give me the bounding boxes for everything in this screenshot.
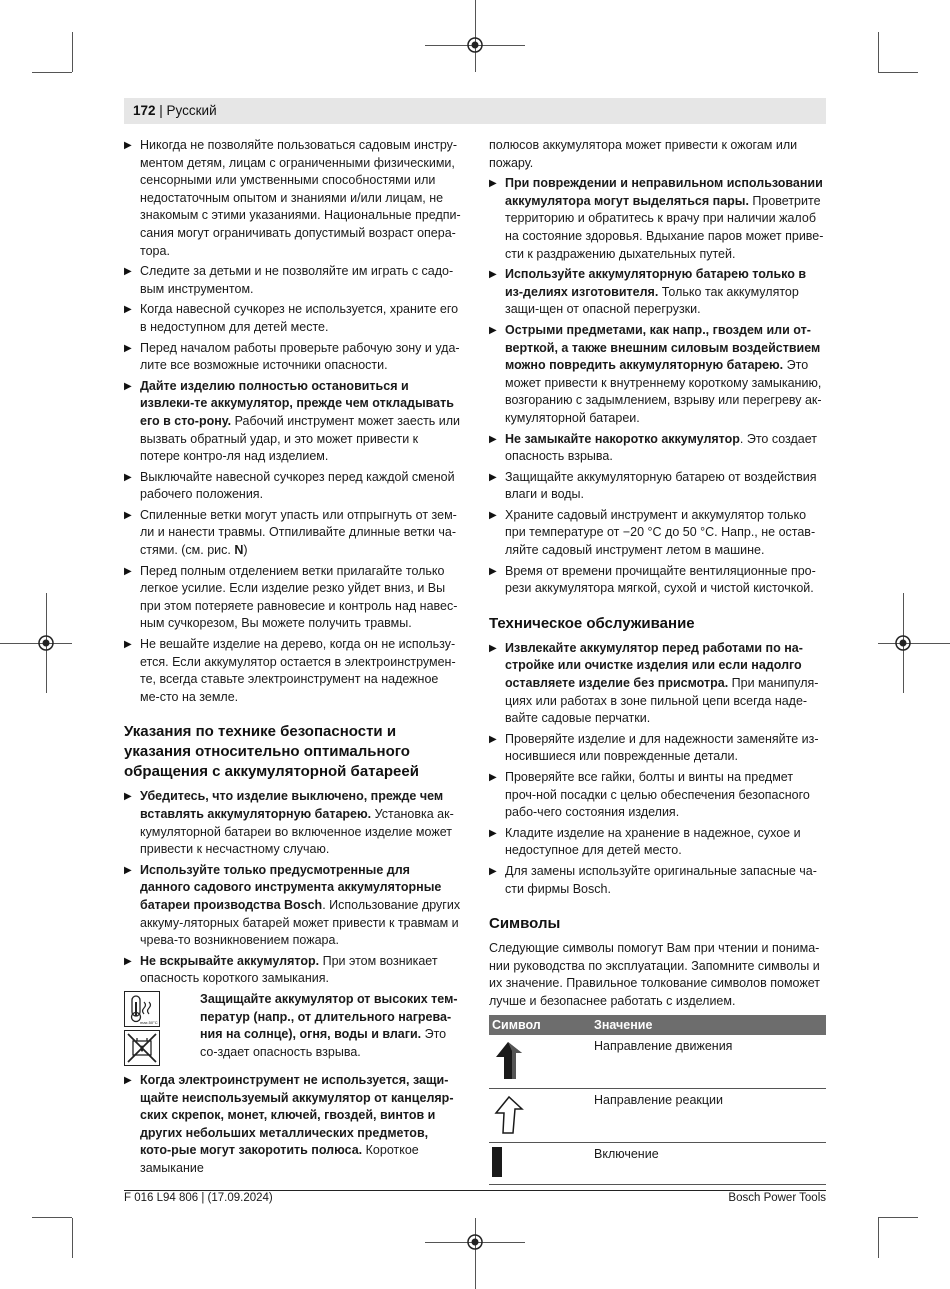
body-text: Защищайте аккумуляторную батарею от воздействия влаги и воды. bbox=[505, 469, 817, 502]
body-text: При этом возникает опасность короткого замыкания. bbox=[140, 953, 438, 986]
registration-mark-icon bbox=[465, 1232, 485, 1252]
header-language: Русский bbox=[166, 103, 217, 118]
body-text: Перед полным отделением ветки прилагайте только легкое усилие. Если изделие резко уйдет вниз, и Вы при этом потеряете равновесие и контроль над навес-ным сучкорезом, Вы можете получить травмы. bbox=[140, 563, 458, 631]
bold-text: Не замыкайте накоротко аккумулятор bbox=[505, 431, 740, 446]
list-item bbox=[124, 301, 461, 336]
bullet-triangle-icon: ▶ bbox=[124, 342, 132, 354]
body-text: . Это создает опасность взрыва. bbox=[505, 431, 818, 464]
max-temp-label: max.50°C bbox=[140, 1019, 158, 1025]
list-item bbox=[489, 175, 826, 263]
body-text: Это может привести к внутреннему короткому замыканию, возгоранию с задымлением, взрыву или перегреву ак-кумуляторной батареи. bbox=[505, 358, 822, 425]
symbols-table bbox=[489, 1015, 826, 1185]
symbol-cell bbox=[489, 1142, 591, 1184]
registration-mark-icon bbox=[465, 35, 485, 55]
crop-mark bbox=[32, 1217, 72, 1218]
crop-mark bbox=[475, 1218, 476, 1289]
list-item bbox=[489, 731, 826, 766]
switch-on-bar-icon bbox=[492, 1147, 506, 1177]
bold-text: Острыми предметами, как напр., гвоздем или от-верткой, а также внешним силовым воздействием можно повредить аккумуляторную батарею. bbox=[505, 322, 821, 373]
bullet-triangle-icon: ▶ bbox=[489, 178, 497, 190]
left-safety-list bbox=[124, 137, 461, 706]
bullet-triangle-icon: ▶ bbox=[124, 140, 132, 151]
footer-brand: Bosch Power Tools bbox=[728, 1192, 826, 1204]
list-item bbox=[489, 563, 826, 598]
maintenance-heading: Техническое обслуживание bbox=[489, 614, 695, 632]
list-item bbox=[489, 769, 826, 822]
list-item bbox=[124, 636, 461, 706]
list-item bbox=[489, 507, 826, 560]
body-text: Только так аккумулятор защи-щен от опасной перегрузки. bbox=[505, 284, 799, 317]
body-text: Следите за детьми и не позволяйте им играть с садо-вым инструментом. bbox=[140, 264, 454, 296]
page-header: 172 | Русский bbox=[133, 103, 217, 118]
symbol-cell bbox=[489, 1088, 591, 1142]
crop-mark bbox=[878, 1218, 879, 1258]
body-text: Проверяйте все гайки, болты и винты на предмет проч-ной посадки с целью обеспечения безопасного рабо-чего состояния изделия. bbox=[505, 770, 810, 820]
body-text: Проверяйте изделие и для надежности заменяйте из-носившиеся или поврежденные детали. bbox=[505, 731, 819, 764]
list-item bbox=[124, 469, 461, 504]
warning-box bbox=[124, 991, 461, 1069]
bullet-triangle-icon: ▶ bbox=[124, 565, 132, 577]
crop-mark bbox=[878, 32, 879, 72]
crop-mark bbox=[878, 72, 918, 73]
bold-text: Когда электроинструмент не используется, защи-щайте неиспользуемый аккумулятор от канцеляр-ских скрепок, монет, ключей, гвоздей, винтов и других небольших металлических предметов, кото-рые могут закоротить полюса. bbox=[140, 1072, 454, 1158]
symbol-meaning: Направление движения bbox=[591, 1035, 826, 1089]
header-bar bbox=[124, 98, 826, 124]
warning-text bbox=[200, 991, 461, 1069]
body-text: Проветрите территорию и обратитесь к врачу при наличии жалоб на состояние здоровья. Вдыхание паров может приве-сти к раздражению дыхательных путей. bbox=[505, 193, 824, 261]
maintenance-list bbox=[489, 640, 826, 898]
bold-text: Защищайте аккумулятор от высоких тем-ператур (напр., от длительного нагрева-ния на солнце), огня, воды и влаги. bbox=[200, 991, 458, 1042]
footer-rule bbox=[124, 1190, 826, 1191]
list-item bbox=[124, 1072, 461, 1178]
list-item bbox=[489, 431, 826, 466]
list-item bbox=[489, 640, 826, 728]
body-text: Храните садовый инструмент и аккумулятор только при температуре от −20 °C до 50 °C. Напр., не остав-ляйте садовый инструмент летом в машине. bbox=[505, 507, 816, 558]
list-item bbox=[124, 263, 461, 298]
bold-text: Извлекайте аккумулятор перед работами по на-стройке или очистке изделия или если надолго оставляете изделие без присмотра. bbox=[505, 640, 803, 691]
continuation-text: полюсов аккумулятора может привести к ожогам или пожару. bbox=[489, 138, 798, 170]
bullet-triangle-icon: ▶ bbox=[124, 864, 132, 876]
list-item bbox=[489, 469, 826, 504]
symbol-meaning: Направление реакции bbox=[591, 1088, 826, 1142]
list-item bbox=[489, 863, 826, 898]
bullet-triangle-icon: ▶ bbox=[489, 733, 497, 745]
body-text: ) bbox=[243, 543, 248, 558]
symbols-col-header: Символ bbox=[489, 1015, 591, 1035]
left-column bbox=[124, 137, 461, 1181]
list-item bbox=[489, 322, 826, 428]
bullet-triangle-icon: ▶ bbox=[124, 639, 132, 651]
heat-warning-icon bbox=[124, 991, 160, 1027]
bullet-triangle-icon: ▶ bbox=[124, 1074, 132, 1086]
bullet-triangle-icon: ▶ bbox=[124, 955, 132, 967]
symbols-heading: Символы bbox=[489, 915, 561, 933]
outline-up-arrow-icon bbox=[492, 1093, 526, 1135]
body-text: Спиленные ветки могут упасть или отпрыгнуть от зем-ли и нанести травмы. Отпиливайте длинные ветки ча-стями. (см. рис. bbox=[140, 507, 457, 558]
list-item bbox=[124, 563, 461, 633]
list-item bbox=[124, 862, 461, 950]
right-column bbox=[489, 137, 826, 1185]
solid-up-arrow-icon bbox=[492, 1039, 526, 1081]
bold-text: Не вскрывайте аккумулятор. bbox=[140, 953, 320, 968]
bold-text: При повреждении и неправильном использовании аккумулятора могут выделяться пары. bbox=[505, 176, 823, 208]
bullet-triangle-icon: ▶ bbox=[124, 509, 132, 521]
bullet-triangle-icon: ▶ bbox=[124, 471, 132, 483]
crop-mark bbox=[72, 32, 73, 72]
table-row bbox=[489, 1142, 826, 1184]
crop-mark bbox=[878, 643, 950, 644]
bullet-triangle-icon: ▶ bbox=[489, 433, 497, 445]
body-text: Никогда не позволяйте пользоваться садовым инстру-ментом детям, лицам с ограниченными физическими, сенсорными или умственными способностями или недостаточным опытом и знаниями и/или лицам, не знакомым с этими указаниями. Национальные предпи-сания могут ограничивать допустимый возраст опера-тора. bbox=[140, 138, 461, 258]
bullet-triangle-icon: ▶ bbox=[489, 269, 497, 281]
crop-mark bbox=[72, 1218, 73, 1258]
bold-text: Используйте только предусмотренные для данного садового инструмента аккумуляторные батареи производства Bosch bbox=[140, 862, 442, 912]
page-number: 172 bbox=[133, 103, 156, 118]
bullet-triangle-icon: ▶ bbox=[489, 642, 497, 654]
symbol-cell bbox=[489, 1035, 591, 1089]
body-text: Выключайте навесной сучкорез перед каждой сменой рабочего положения. bbox=[140, 469, 455, 502]
warning-icons bbox=[124, 991, 200, 1069]
registration-mark-icon bbox=[36, 633, 56, 653]
symbol-meaning: Включение bbox=[591, 1142, 826, 1184]
bold-text: Дайте изделию полностью остановиться и извлеки-те аккумулятор, прежде чем откладывать его в сто-рону. bbox=[140, 378, 454, 428]
body-text: Это со-здает опасность взрыва. bbox=[200, 1027, 447, 1059]
body-text: Перед началом работы проверьте рабочую зону и уда-лите все возможные источники опасности. bbox=[140, 340, 460, 373]
table-row bbox=[489, 1088, 826, 1142]
body-text: Рабочий инструмент может заесть или вызвать обратный удар, и это может привести к потере контро-ля над изделием. bbox=[140, 413, 461, 464]
bold-text: Используйте аккумуляторную батарею только в из-делиях изготовителя. bbox=[505, 267, 807, 299]
bullet-triangle-icon: ▶ bbox=[489, 865, 497, 877]
symbols-intro: Следующие символы помогут Вам при чтении и понима-нии руководства по эксплуатации. Запомните символы и их значение. Правильное толкование символов поможет лучше и безопаснее работать с изделием. bbox=[489, 941, 820, 1008]
body-text: Когда навесной сучкорез не используется, храните его в недоступном для детей месте. bbox=[140, 302, 459, 334]
meaning-col-header: Значение bbox=[591, 1015, 826, 1035]
bullet-triangle-icon: ▶ bbox=[124, 304, 132, 316]
bullet-triangle-icon: ▶ bbox=[489, 565, 497, 577]
bullet-triangle-icon: ▶ bbox=[489, 324, 497, 336]
crop-mark bbox=[32, 72, 72, 73]
bullet-triangle-icon: ▶ bbox=[124, 266, 132, 278]
body-text: . Использование других аккуму-ляторных батарей может привести к травмам и чрева-то возникновением пожара. bbox=[140, 897, 461, 948]
no-water-no-fire-icon bbox=[124, 1030, 160, 1066]
list-item bbox=[124, 507, 461, 560]
body-text: Для замены используйте оригинальные запасные ча-сти фирмы Bosch. bbox=[505, 863, 817, 896]
bullet-triangle-icon: ▶ bbox=[124, 380, 132, 392]
body-text: Время от времени прочищайте вентиляционные про-рези аккумулятора мягкой, сухой и чистой кисточкой. bbox=[505, 563, 816, 596]
list-item bbox=[124, 340, 461, 375]
list-item bbox=[124, 137, 461, 260]
list-item bbox=[489, 825, 826, 860]
body-text: Короткое замыкание bbox=[140, 1143, 419, 1175]
list-item bbox=[124, 378, 461, 466]
bullet-triangle-icon: ▶ bbox=[489, 772, 497, 783]
body-text: Кладите изделие на хранение в надежное, сухое и недоступное для детей место. bbox=[505, 825, 801, 858]
registration-mark-icon bbox=[893, 633, 913, 653]
body-text: Установка ак-кумуляторной батареи во включенное изделие может привести к несчастному случаю. bbox=[140, 807, 454, 857]
bold-text: N bbox=[234, 543, 244, 558]
list-item bbox=[489, 266, 826, 319]
bullet-triangle-icon: ▶ bbox=[489, 827, 497, 839]
bullet-triangle-icon: ▶ bbox=[489, 509, 497, 521]
table-row bbox=[489, 1035, 826, 1089]
battery-storage-list bbox=[124, 1072, 461, 1178]
crop-mark bbox=[878, 1217, 918, 1218]
body-text: Не вешайте изделие на дерево, когда он не использу-ется. Если аккумулятор остается в электроинструмен-те, всегда ставьте электроинструмент на надежное ме-сто на земле. bbox=[140, 637, 456, 704]
battery-safety-list bbox=[124, 788, 461, 988]
list-item bbox=[124, 953, 461, 988]
body-text: При манипуля-циях или работах в зоне пильной цепи всегда наде-вайте садовые перчатки. bbox=[505, 676, 819, 726]
bold-text: Убедитесь, что изделие выключено, прежде чем вставлять аккумуляторную батарею. bbox=[140, 789, 444, 821]
battery-handling-list bbox=[489, 175, 826, 598]
list-item bbox=[124, 788, 461, 858]
bullet-triangle-icon: ▶ bbox=[489, 471, 497, 483]
doc-id: F 016 L94 806 | (17.09.2024) bbox=[124, 1192, 273, 1204]
battery-safety-heading: Указания по технике безопасности и указания относительно оптимального обращения с аккумуляторной батареей bbox=[124, 723, 419, 781]
bullet-triangle-icon: ▶ bbox=[124, 791, 132, 803]
